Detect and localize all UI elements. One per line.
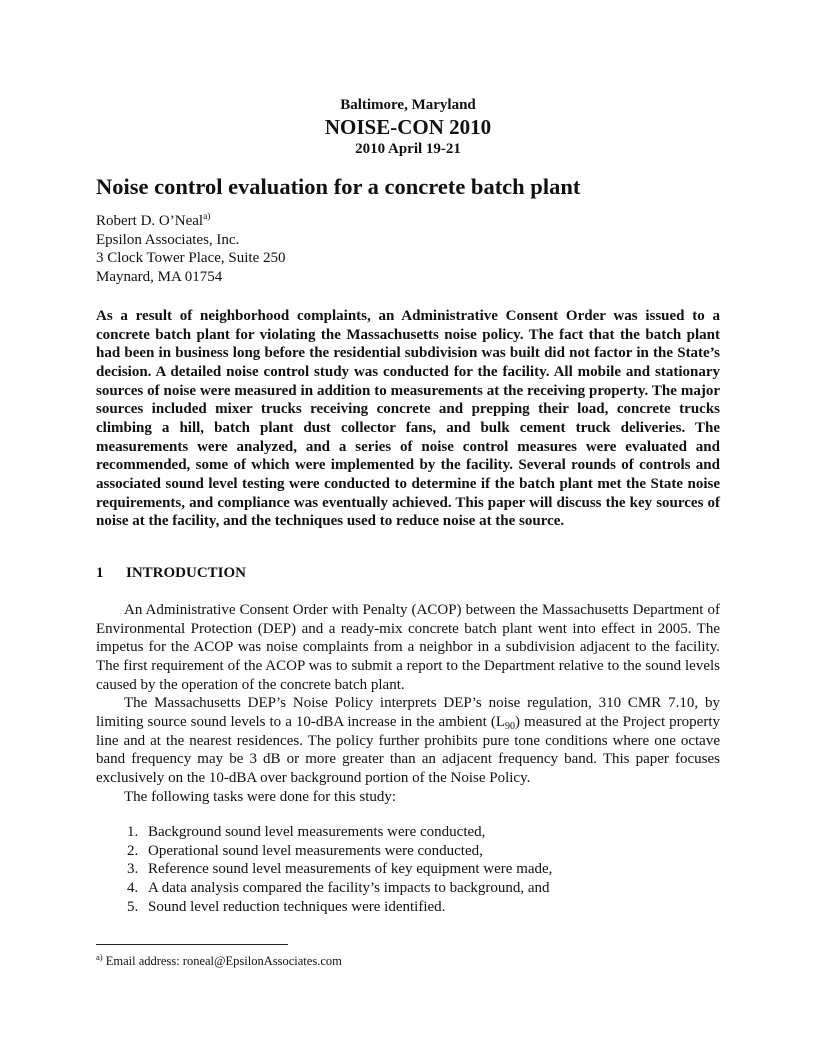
author-name-line: [96, 212, 720, 231]
footnote-text: Email address: roneal@EpsilonAssociates.com: [102, 954, 342, 968]
paper-title: Noise control evaluation for a concrete batch plant: [96, 174, 581, 199]
list-item: 3. Reference sound level measurements of key equipment were made,: [127, 861, 553, 878]
abstract: As a result of neighborhood complaints, an Administrative Consent Order was issued to a concrete batch plant for violating the Massachusetts noise policy. The fact that the batch plant had been in business long before the residential subdivision was built did not factor in the State’s decision. A detailed noise control study was conducted for the facility. All mobile and stationary sources of noise were measured in addition to measurements at the receiving property. The major sources included mixer trucks receiving concrete and prepping their load, concrete trucks climbing a hill, batch plant dust collector fans, and bulk cement truck deliveries. The measurements were analyzed, and a series of noise control measures were evaluated and recommended, some of which were implemented by the facility. Several rounds of controls and associated sound level testing were conducted to determine if the batch plant met the State noise requirements, and compliance was eventually achieved. This paper will discuss the key sources of noise at the facility, and the techniques used to reduce noise at the source.: [96, 308, 720, 530]
affiliation-line: 3 Clock Tower Place, Suite 250: [96, 250, 286, 267]
section-heading: [96, 564, 720, 582]
author-name: Robert D. O’Neal: [96, 213, 204, 229]
conference-name: NOISE-CON 2010: [324, 115, 492, 139]
footnote: [96, 953, 720, 969]
list-item: 5. Sound level reduction techniques were identified.: [127, 898, 446, 915]
author-footnote-marker: a): [203, 212, 211, 222]
section-title: INTRODUCTION: [126, 565, 247, 581]
author-block: [96, 212, 720, 286]
affiliation-line: Maynard, MA 01754: [96, 268, 223, 285]
paragraph: An Administrative Consent Order with Penalty (ACOP) between the Massachusetts Department of Environmental Protection (DEP) and a ready-mix concrete batch plant went into effect in 2005. The impetus for the ACOP was noise complaints from a neighbor in a subdivision adjacent to the facility. The first requirement of the ACOP was to submit a report to the Department relative to the sound levels caused by the operation of the concrete batch plant.: [96, 602, 720, 693]
paragraph: The Massachusetts DEP’s Noise Policy interprets DEP’s noise regulation, 310 CMR 7.10, by limiting source sound levels to a 10-dBA increase in the ambient $(L_{90})$ measured at the Project property line and at the nearest residences. The policy further prohibits pure tone conditions where one octave band frequency may be 3 dB or more greater than an adjacent frequency band. This paper focuses exclusively on the 10-dBA over background portion of the Noise Policy.: [96, 695, 720, 786]
section-number: 1: [96, 565, 104, 581]
introduction-body: [96, 601, 720, 806]
conference-location: Baltimore, Maryland: [340, 97, 476, 113]
footnote-divider: [96, 944, 288, 945]
paragraph: The following tasks were done for this study:: [124, 788, 397, 805]
conference-dates: 2010 April 19-21: [355, 141, 461, 157]
footnote-marker: a): [96, 952, 103, 962]
list-item: 4. A data analysis compared the facility’s impacts to background, and: [127, 879, 550, 896]
task-list: [96, 823, 720, 916]
list-item: 1. Background sound level measurements were conducted,: [127, 824, 486, 840]
affiliation-line: Epsilon Associates, Inc.: [96, 231, 240, 248]
list-item: 2. Operational sound level measurements were conducted,: [127, 842, 483, 859]
